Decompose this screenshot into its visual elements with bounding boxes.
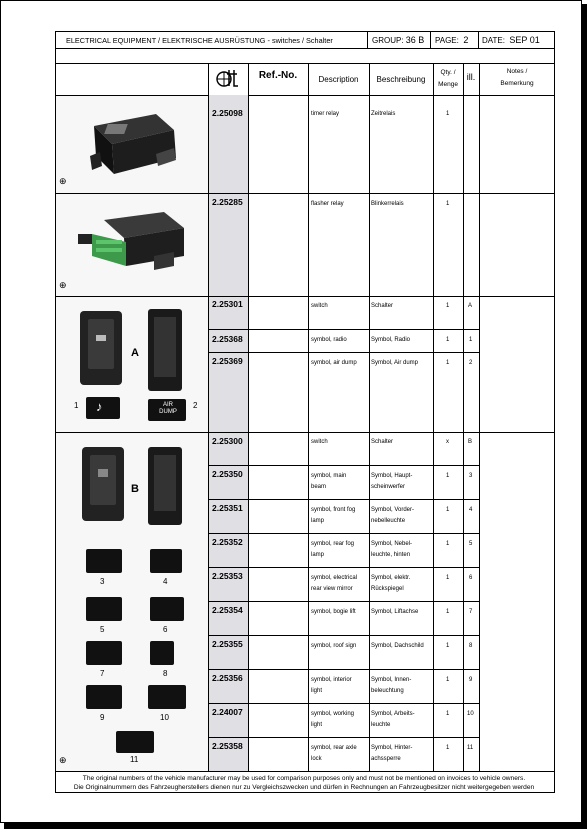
dt-mark-icon: ⊕: [59, 280, 67, 290]
qty: x: [446, 439, 449, 445]
description: symbol, front fog lamp: [311, 507, 356, 524]
qty: 1: [446, 201, 450, 207]
beschreibung: Symbol, elektr. Rückspiegel: [371, 575, 411, 592]
beschreibung: Symbol, Hinter- achssperre: [371, 745, 413, 762]
description: switch: [311, 439, 328, 445]
description: flasher relay: [311, 201, 344, 207]
qty: 1: [446, 473, 450, 479]
dt-mark-icon: ⊕: [59, 176, 67, 186]
beschreibung: Blinkerrelais: [371, 201, 404, 207]
col-qty: Qty. / Menge: [438, 69, 458, 88]
callout-4: 4: [163, 577, 168, 586]
qty: 1: [446, 643, 450, 649]
description: symbol, rear axle lock: [311, 745, 357, 762]
description: symbol, electrical rear view mirror: [311, 575, 358, 592]
art-no: 2.25355: [212, 639, 243, 649]
page-number: 2: [463, 35, 469, 45]
ill-ref: 10: [467, 711, 474, 717]
description: symbol, roof sign: [311, 643, 357, 649]
beschreibung: Symbol, Haupt- scheinwerfer: [371, 473, 413, 490]
description: symbol, bogie lift: [311, 609, 356, 615]
beschreibung: Symbol, Radio: [371, 337, 411, 343]
beschreibung: Symbol, Vorder- nebelleuchte: [371, 507, 415, 524]
beschreibung: Zeitrelais: [371, 111, 396, 117]
callout-2: 2: [193, 401, 198, 410]
description: symbol, air dump: [311, 360, 357, 366]
art-no: 2.25352: [212, 537, 243, 547]
catalog-title: ELECTRICAL EQUIPMENT / ELEKTRISCHE AUSRÜSTUNG - switches / Schalter: [66, 36, 333, 45]
music-note-icon: ♪: [96, 399, 103, 414]
timer-relay-image: [56, 96, 208, 193]
description: symbol, working light: [311, 711, 355, 728]
ill-ref: 11: [467, 745, 474, 751]
ill-ref: 9: [469, 677, 473, 683]
switch-b-label: B: [131, 483, 139, 495]
date-label: DATE: SEP 01: [482, 35, 540, 45]
beschreibung: Symbol, Innen- beleuchtung: [371, 677, 412, 694]
col-description: Description: [318, 75, 359, 84]
footer-line-de: Die Originalnummern des Fahrzeugherstellers dienen nur zu Vergleichszwecken und dürfen in Rechnungen an Fahrzeugbesitzer nicht weitergegeben werden: [73, 784, 535, 791]
switch-a-image: [56, 297, 208, 432]
callout-7: 7: [100, 669, 105, 678]
air-dump-text: AIR DUMP: [159, 402, 177, 415]
description: symbol, radio: [311, 337, 347, 343]
callout-8: 8: [163, 669, 168, 678]
beschreibung: Schalter: [371, 439, 394, 445]
footer-line-en: The original numbers of the vehicle manufacturer may be used for comparison purposes only and must not be mentioned on invoices to vehicle owners.: [82, 775, 526, 782]
description: switch: [311, 303, 328, 309]
art-no: 2.25369: [212, 356, 243, 366]
ill-ref: B: [468, 439, 473, 445]
ill-ref: 4: [469, 507, 473, 513]
callout-10: 10: [160, 713, 169, 722]
qty: 1: [446, 677, 450, 683]
callout-5: 5: [100, 625, 105, 634]
art-no: 2.25301: [212, 299, 243, 309]
art-no: 2.25358: [212, 741, 243, 751]
description: timer relay: [311, 111, 340, 117]
art-no: 2.24007: [212, 707, 243, 717]
qty: 1: [446, 541, 450, 547]
group-value: 36 B: [405, 35, 425, 45]
col-notes: Notes / Bemerkung: [500, 68, 534, 87]
art-no: 2.25356: [212, 673, 243, 683]
qty: 1: [446, 711, 450, 717]
dt-mark-icon: ⊕: [59, 755, 67, 765]
date-value: SEP 01: [509, 35, 540, 45]
ill-ref: 1: [469, 337, 473, 343]
art-no: 2.25351: [212, 503, 243, 513]
ill-ref: 7: [469, 609, 473, 615]
page-shadow-right: [582, 4, 587, 829]
callout-11: 11: [130, 755, 139, 764]
qty: 1: [446, 609, 450, 615]
art-no: 2.25368: [212, 334, 243, 344]
beschreibung: Schalter: [371, 303, 394, 309]
description: symbol, interior light: [311, 677, 352, 694]
art-no: 2.25098: [212, 108, 243, 118]
page-shadow-bottom: [4, 823, 587, 829]
ill-ref: 8: [469, 643, 473, 649]
col-ill: ill.: [466, 72, 476, 82]
description: symbol, rear fog lamp: [311, 541, 355, 558]
qty: 1: [446, 745, 450, 751]
ill-ref: 3: [469, 473, 473, 479]
ill-ref: 2: [469, 360, 473, 366]
qty: 1: [446, 507, 450, 513]
ill-ref: A: [468, 303, 473, 309]
switch-b-image: [56, 433, 208, 771]
col-beschreibung: Beschreibung: [376, 75, 426, 84]
qty: 1: [446, 111, 450, 117]
qty: 1: [446, 360, 450, 366]
beschreibung: Symbol, Nebel- leuchte, hinten: [371, 541, 413, 558]
qty: 1: [446, 575, 450, 581]
beschreibung: Symbol, Arbeits- leuchte: [371, 711, 415, 728]
callout-3: 3: [100, 577, 105, 586]
group-label: GROUP: 36 B: [372, 35, 425, 45]
art-no: 2.25300: [212, 436, 243, 446]
ill-ref: 5: [469, 541, 473, 547]
art-no: 2.25354: [212, 605, 243, 615]
callout-9: 9: [100, 713, 105, 722]
art-no: 2.25353: [212, 571, 243, 581]
dt-logo-icon: [215, 66, 241, 90]
beschreibung: Symbol, Dachschild: [371, 643, 424, 649]
art-no: 2.25285: [212, 197, 243, 207]
col-ref-no: Ref.-No.: [258, 70, 298, 81]
flasher-relay-image: [56, 194, 208, 296]
qty: 1: [446, 337, 450, 343]
callout-1: 1: [74, 401, 79, 410]
page-label: PAGE: 2: [435, 35, 469, 45]
callout-6: 6: [163, 625, 168, 634]
switch-a-label: A: [131, 347, 139, 359]
description: symbol, main beam: [311, 473, 347, 490]
qty: 1: [446, 303, 450, 309]
ill-ref: 6: [469, 575, 473, 581]
beschreibung: Symbol, Liftachse: [371, 609, 419, 615]
beschreibung: Symbol, Air dump: [371, 360, 419, 366]
art-no: 2.25350: [212, 469, 243, 479]
